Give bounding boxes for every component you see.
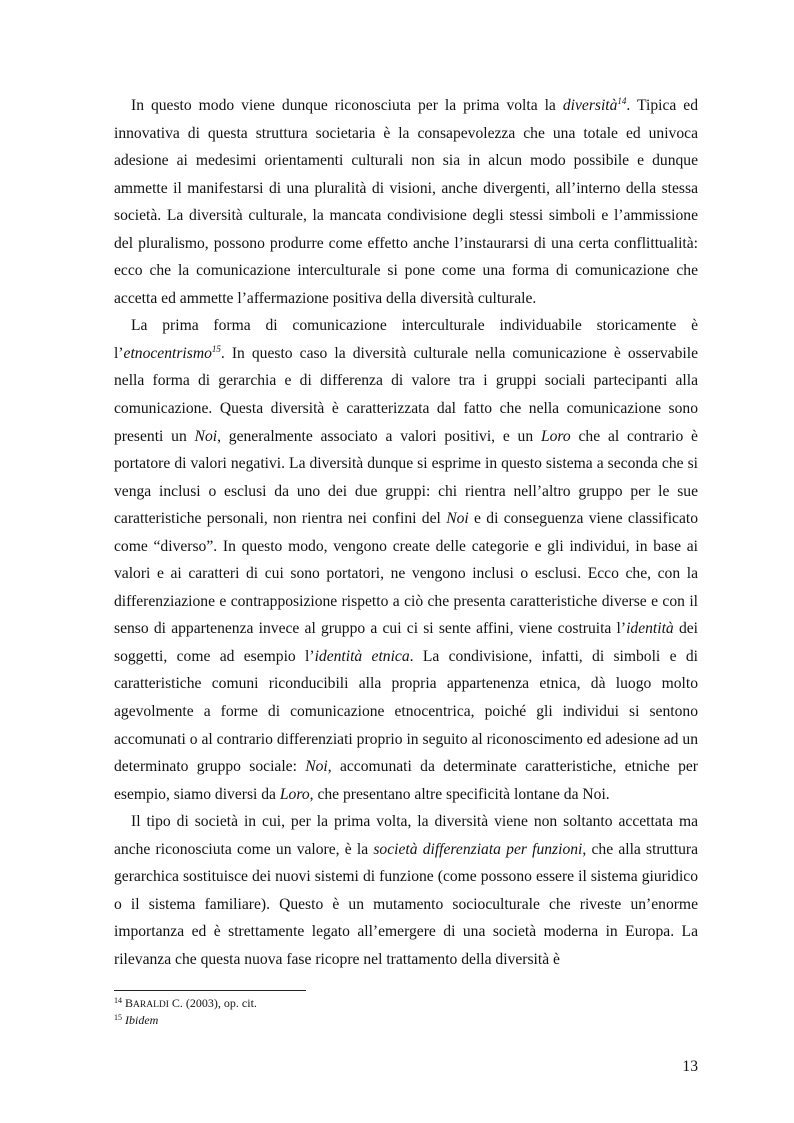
text-run: , generalmente associato a valori positivi, e un: [217, 427, 541, 445]
italic-text: Loro: [540, 427, 571, 445]
italic-text: Noi: [194, 427, 218, 445]
text-run: Il tipo di società in cui, per la prima volta, la diversità viene non soltanto accettata ma anche riconosciuta come un valore, è la: [114, 813, 698, 858]
paragraph: [114, 312, 698, 808]
text-run: . La condivisione, infatti, di simboli e di caratteristiche comuni riconducibili alla propria appartenenza etnica, dà luogo molto agevolmente a forme di comunicazione etnocentrica, poiché gli individui si sentono accomunati o al contrario differenziati proprio in seguito al riconoscimento ed adesione ad un determinato gruppo sociale:: [114, 647, 698, 776]
text-run: , accomunati da determinate caratteristiche, etniche per esempio, siamo diversi da: [114, 758, 698, 803]
footnote-author-rest: ARALDI: [133, 1000, 169, 1010]
footnote-14: [114, 996, 698, 1013]
text-run: . In questo caso la diversità culturale nella comunicazione è osservabile nella forma di gerarchia e di differenza di valore tra i gruppi sociali partecipanti alla comunicazione. Questa diversità è caratterizzata dal fatto che nella comunicazione sono presenti un: [114, 344, 698, 445]
footnote-number: 15: [114, 1013, 122, 1022]
paragraph: [114, 808, 698, 973]
text-run: In questo modo viene dunque riconosciuta per la prima volta la: [131, 97, 563, 114]
footnote-reference: 15: [211, 343, 221, 354]
text-run: che al contrario è portatore di valori negativi. La diversità dunque si esprime in questo sistema a seconda che si venga inclusi o esclusi da uno dei due gruppi: chi rientra nell’altro gruppo per le sue caratteristiche personali, non rientra nei confini del: [114, 427, 698, 528]
text-run: , che alla struttura gerarchica sostituisce dei nuovi sistemi di funzione (come possono essere il sistema giuridico o il sistema familiare). Questo è un mutamento socioculturale che riveste un’enorme importanza ed è strettamente legato all’emergere di una società moderna in Europa. La rilevanza che questa nuova fase ricopre nel trattamento della diversità è: [114, 840, 698, 968]
italic-text: società differenziata per funzioni: [373, 840, 583, 858]
body-text: [114, 92, 698, 974]
paragraph: [114, 92, 698, 312]
italic-text: Loro: [279, 785, 310, 803]
footnote-number: 14: [114, 996, 122, 1005]
italic-text: diversità: [562, 97, 618, 114]
italic-text: Noi: [446, 510, 469, 528]
text-run: , che presentano altre specificità lontane da Noi.: [309, 785, 610, 803]
text-run: dei soggetti, come ad esempio l’: [114, 620, 698, 665]
footnote-author-initial: B: [125, 996, 134, 1010]
page-number: 13: [682, 1058, 698, 1075]
footnote-reference: 14: [617, 96, 627, 106]
footnotes: [114, 996, 698, 1028]
italic-text: Noi: [305, 758, 328, 776]
text-run: . Tipica ed innovativa di questa struttura societaria è la consapevolezza che una totale ed univoca adesione ai medesimi orientamenti culturali non sia in alcun modo possibile e dunque ammette il manifestarsi di una pluralità di visioni, anche divergenti, all’interno della stessa società. La diversità culturale, la mancata condivisione degli stessi simboli e l’ammissione del pluralismo, possono produrre come effetto anche l’instaurarsi di una certa conflittualità: ecco che la comunicazione interculturale si pone come una forma di comunicazione che accetta ed ammette l’affermazione positiva della diversità culturale.: [114, 97, 698, 307]
footnote-text: Ibidem: [125, 1013, 159, 1027]
footnote-separator: [114, 990, 306, 991]
italic-text: identità etnica: [314, 647, 410, 665]
footnote-15: [114, 1013, 698, 1028]
footnote-text: C. (2003), op. cit.: [168, 996, 257, 1010]
italic-text: identità: [626, 620, 674, 638]
italic-text: etnocentrismo: [123, 344, 212, 362]
text-run: La prima forma di comunicazione interculturale individuabile storicamente è l’: [114, 317, 698, 362]
text-run: e di conseguenza viene classificato come “diverso”. In questo modo, vengono create delle categorie e gli individui, in base ai valori e ai caratteri di cui sono portatori, ne vengono inclusi o esclusi. Ecco che, con la differenziazione e contrapposizione rispetto a ciò che presenta caratteristiche diverse e con il senso di appartenenza invece al gruppo a cui ci si sente affini, viene costruita l’: [114, 510, 698, 638]
